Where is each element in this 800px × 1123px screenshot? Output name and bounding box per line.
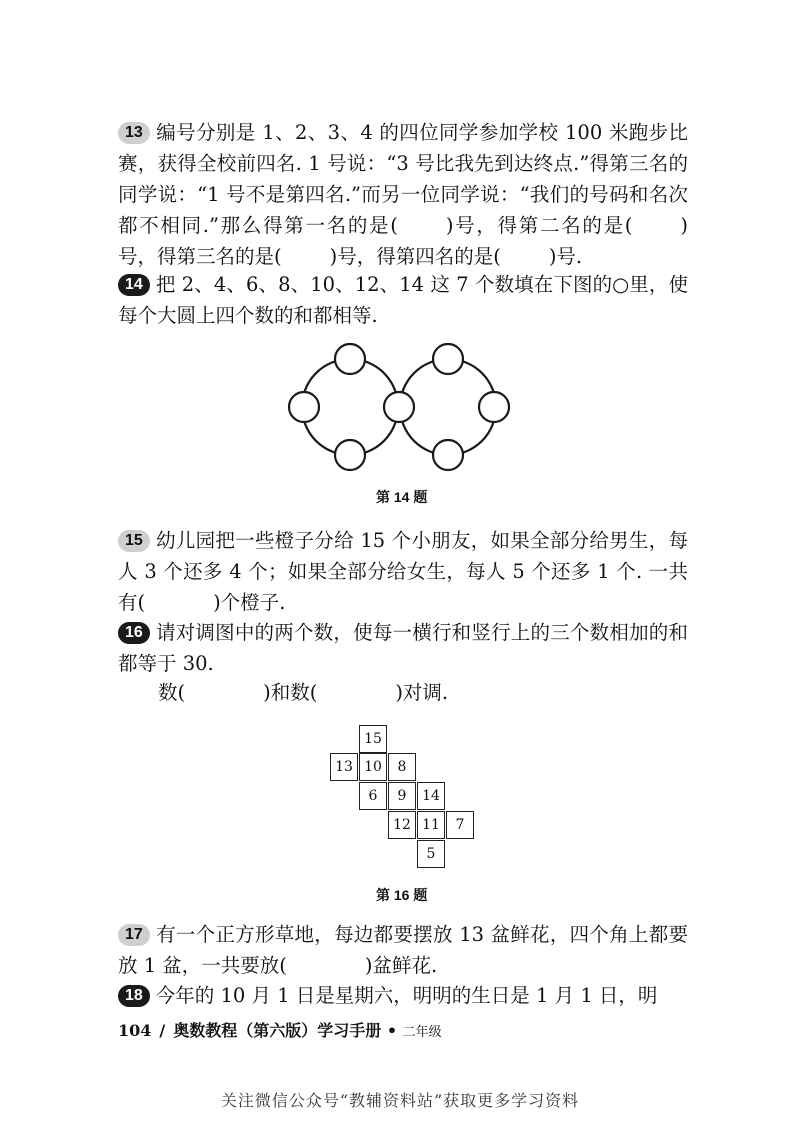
problem-text: 幼儿园把一些橙子分给 15 个小朋友，如果全部分给男生，每人 3 个还多 4 个；如果全部分给女生，每人 5 个还多 1 个. 一共有( [118, 529, 688, 614]
grid-cell: 9 [388, 782, 416, 810]
problem-number-badge: 15 [118, 530, 150, 552]
grid-cell: 7 [446, 811, 474, 839]
grid-cell: 13 [330, 753, 358, 781]
small-circle-left-bottom [335, 440, 365, 470]
problem-text: 请对调图中的两个数，使每一横行和竖行上的三个数相加的和都等于 30. [118, 621, 688, 675]
figure-caption-16: 第 16 题 [376, 887, 428, 903]
book-title: 奥数教程（第六版）学习手册 [173, 1021, 382, 1040]
watermark-text: 关注微信公众号“教辅资料站”获取更多学习资料 [220, 1091, 580, 1110]
problem-text: 数( [158, 681, 186, 704]
problem-17 [118, 919, 688, 981]
problem-text: 把 2、4、6、8、10、12、14 这 7 个数填在下图的 [155, 273, 613, 296]
problem-number-badge: 14 [118, 274, 150, 296]
small-circle-left-top [335, 344, 365, 374]
problem-13 [118, 117, 688, 272]
grid-cell: 15 [359, 725, 387, 753]
problem-text: )号，得第三名的是( [118, 214, 688, 268]
grade-label: 二年级 [402, 1025, 442, 1040]
problem-text: )号. [548, 245, 583, 268]
problem-text: 里，使每个大圆上四个数的和都相等. [118, 273, 688, 327]
problem-number-badge: 13 [118, 122, 150, 144]
two-circles-figure [280, 335, 530, 485]
problem-15 [118, 525, 688, 618]
grid-cell: 6 [359, 782, 387, 810]
problem-text: 编号分别是 1、2、3、4 的四位同学参加学校 100 米跑步比赛，获得全校前四名. 1 号说：“3 号比我先到达终点.”得第三名的同学说：“1 号不是第四名.”而另一位同学说：“我们的号码和名次都不相同.”那么得第一名的是( [118, 121, 688, 237]
small-circle-shared [384, 392, 414, 422]
problem-16 [118, 617, 688, 679]
grid-cell: 14 [417, 782, 445, 810]
small-circle-left-left [289, 392, 319, 422]
problem-text: )号，得第四名的是( [329, 245, 501, 268]
problem-text: )盆鲜花. [364, 954, 438, 977]
footer-dot: • [386, 1021, 398, 1040]
grid-cell: 12 [388, 811, 416, 839]
problem-text: )个橙子. [213, 591, 286, 614]
small-circle-right-top [433, 344, 463, 374]
problem-number-badge: 17 [118, 924, 150, 946]
page-number: 104 [118, 1021, 152, 1040]
circle-glyph: ○ [612, 273, 630, 296]
problem-text: 有一个正方形草地，每边都要摆放 13 盆鲜花，四个角上都要放 1 盆，一共要放( [118, 923, 688, 977]
problem-text: 今年的 10 月 1 日是星期六，明明的生日是 1 月 1 日，明 [155, 984, 658, 1007]
grid-cell: 5 [417, 840, 445, 868]
small-circle-right-bottom [433, 440, 463, 470]
grid-cell: 8 [388, 753, 416, 781]
small-circle-right-right [479, 392, 509, 422]
problem-18 [118, 980, 688, 1011]
problem-14 [118, 269, 688, 331]
footer-slash: / [159, 1021, 166, 1040]
grid-cell: 11 [417, 811, 445, 839]
figure-caption-14: 第 14 题 [376, 489, 428, 505]
problem-text: )和数( [263, 681, 318, 704]
grid-cell: 10 [359, 753, 387, 781]
problem-16-swap-line [158, 677, 678, 708]
problem-number-badge: 16 [118, 622, 150, 644]
problem-text: )对调. [395, 681, 449, 704]
problem-text: )号，得第二名的是( [445, 214, 633, 237]
problem-number-badge: 18 [118, 985, 150, 1007]
page-footer [118, 1018, 442, 1041]
